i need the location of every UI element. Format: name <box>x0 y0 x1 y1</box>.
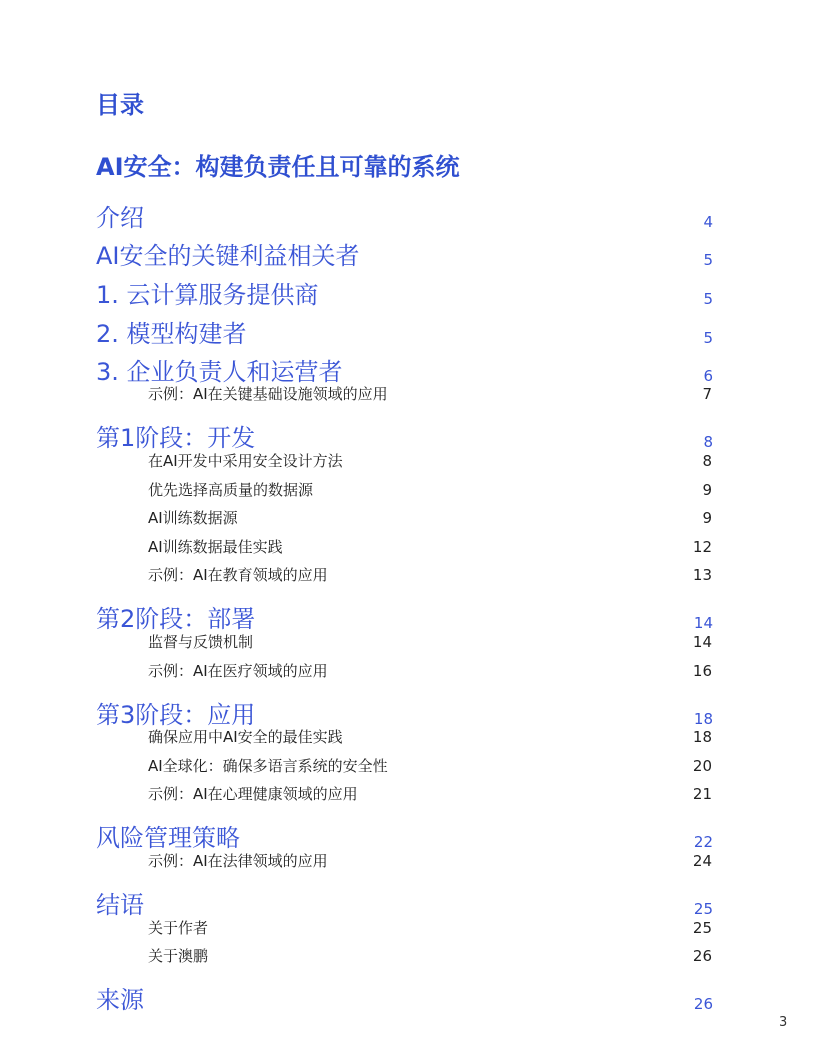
toc-entry-page: 21 <box>692 785 712 803</box>
toc-entry-title: 结语 <box>96 891 144 919</box>
toc-subsection-entry[interactable] <box>96 724 716 748</box>
toc-entry-title: 关于澳鹏 <box>148 947 209 965</box>
toc-entry-title: 示例：AI在医疗领域的应用 <box>148 662 328 680</box>
toc-entry-title: 监督与反馈机制 <box>148 633 254 651</box>
toc-entry-page: 25 <box>692 919 712 937</box>
toc-subsection-entry[interactable] <box>96 562 716 586</box>
toc-entry-title: 示例：AI在心理健康领域的应用 <box>148 785 358 803</box>
toc-entry-title: 在AI开发中采用安全设计方法 <box>148 452 343 470</box>
toc-entry-title: AI训练数据源 <box>148 509 238 527</box>
toc-entry-title: 第2阶段：部署 <box>96 605 256 633</box>
toc-subsection-entry[interactable] <box>96 477 716 501</box>
toc-entry-title: 1. 云计算服务提供商 <box>96 281 319 309</box>
toc-section-entry[interactable] <box>96 233 716 271</box>
toc-entry-title: 来源 <box>96 986 144 1014</box>
toc-subsection-entry[interactable] <box>96 781 716 805</box>
toc-entry-page: 20 <box>692 757 712 775</box>
toc-entry-page: 8 <box>702 452 712 470</box>
toc-entry-page: 24 <box>692 852 712 870</box>
toc-entry-title: 示例：AI在教育领域的应用 <box>148 566 328 584</box>
toc-entry-title: AI安全的关键利益相关者 <box>96 242 360 270</box>
toc-subsection-entry[interactable] <box>96 448 716 472</box>
toc-entry-title: 介绍 <box>96 204 144 232</box>
toc-section-entry[interactable] <box>96 272 716 310</box>
toc-subsection-entry[interactable] <box>96 534 716 558</box>
toc-entry-title: 确保应用中AI安全的最佳实践 <box>148 728 343 746</box>
toc-entry-title: 示例：AI在法律领域的应用 <box>148 852 328 870</box>
toc-entry-page: 5 <box>703 329 713 347</box>
toc-entry-page: 14 <box>693 614 713 632</box>
toc-subsection-entry[interactable] <box>96 753 716 777</box>
toc-heading: 目录 <box>96 91 144 119</box>
toc-entry-page: 22 <box>693 833 713 851</box>
toc-entry-page: 26 <box>692 947 712 965</box>
toc-entry-title: AI全球化：确保多语言系统的安全性 <box>148 757 388 775</box>
toc-entry-page: 25 <box>693 900 713 918</box>
toc-entry-page: 9 <box>702 509 712 527</box>
toc-section-entry[interactable] <box>96 195 716 233</box>
toc-entry-title: 2. 模型构建者 <box>96 320 247 348</box>
toc-entry-title: 风险管理策略 <box>96 824 240 852</box>
toc-section-entry[interactable] <box>96 977 716 1015</box>
toc-subsection-entry[interactable] <box>96 629 716 653</box>
toc-entry-page: 6 <box>703 367 713 385</box>
toc-subsection-entry[interactable] <box>96 658 716 682</box>
toc-entry-title: AI训练数据最佳实践 <box>148 538 283 556</box>
page-number: 3 <box>779 1015 788 1030</box>
toc-subsection-entry[interactable] <box>96 505 716 529</box>
toc-entry-page: 18 <box>692 728 712 746</box>
toc-entry-page: 7 <box>702 385 712 403</box>
toc-entry-page: 13 <box>692 566 712 584</box>
toc-entry-page: 4 <box>703 213 713 231</box>
toc-entry-page: 16 <box>692 662 712 680</box>
toc-entry-page: 18 <box>693 710 713 728</box>
toc-entry-page: 5 <box>703 251 713 269</box>
toc-entry-page: 26 <box>693 995 713 1013</box>
toc-entry-title: 优先选择高质量的数据源 <box>148 481 314 499</box>
toc-section-entry[interactable] <box>96 311 716 349</box>
toc-entry-page: 9 <box>702 481 712 499</box>
toc-entry-title: 3. 企业负责人和运营者 <box>96 358 343 386</box>
toc-subsection-entry[interactable] <box>96 381 716 405</box>
toc-entry-title: 关于作者 <box>148 919 209 937</box>
toc-entry-title: 示例：AI在关键基础设施领域的应用 <box>148 385 388 403</box>
toc-subsection-entry[interactable] <box>96 915 716 939</box>
toc-subsection-entry[interactable] <box>96 848 716 872</box>
toc-entry-page: 5 <box>703 290 713 308</box>
toc-subsection-entry[interactable] <box>96 943 716 967</box>
document-title: AI安全：构建负责任且可靠的系统 <box>96 153 460 181</box>
toc-entry-title: 第3阶段：应用 <box>96 701 256 729</box>
toc-entry-page: 14 <box>692 633 712 651</box>
toc-entry-title: 第1阶段：开发 <box>96 424 256 452</box>
toc-entry-page: 8 <box>703 433 713 451</box>
toc-entry-page: 12 <box>692 538 712 556</box>
